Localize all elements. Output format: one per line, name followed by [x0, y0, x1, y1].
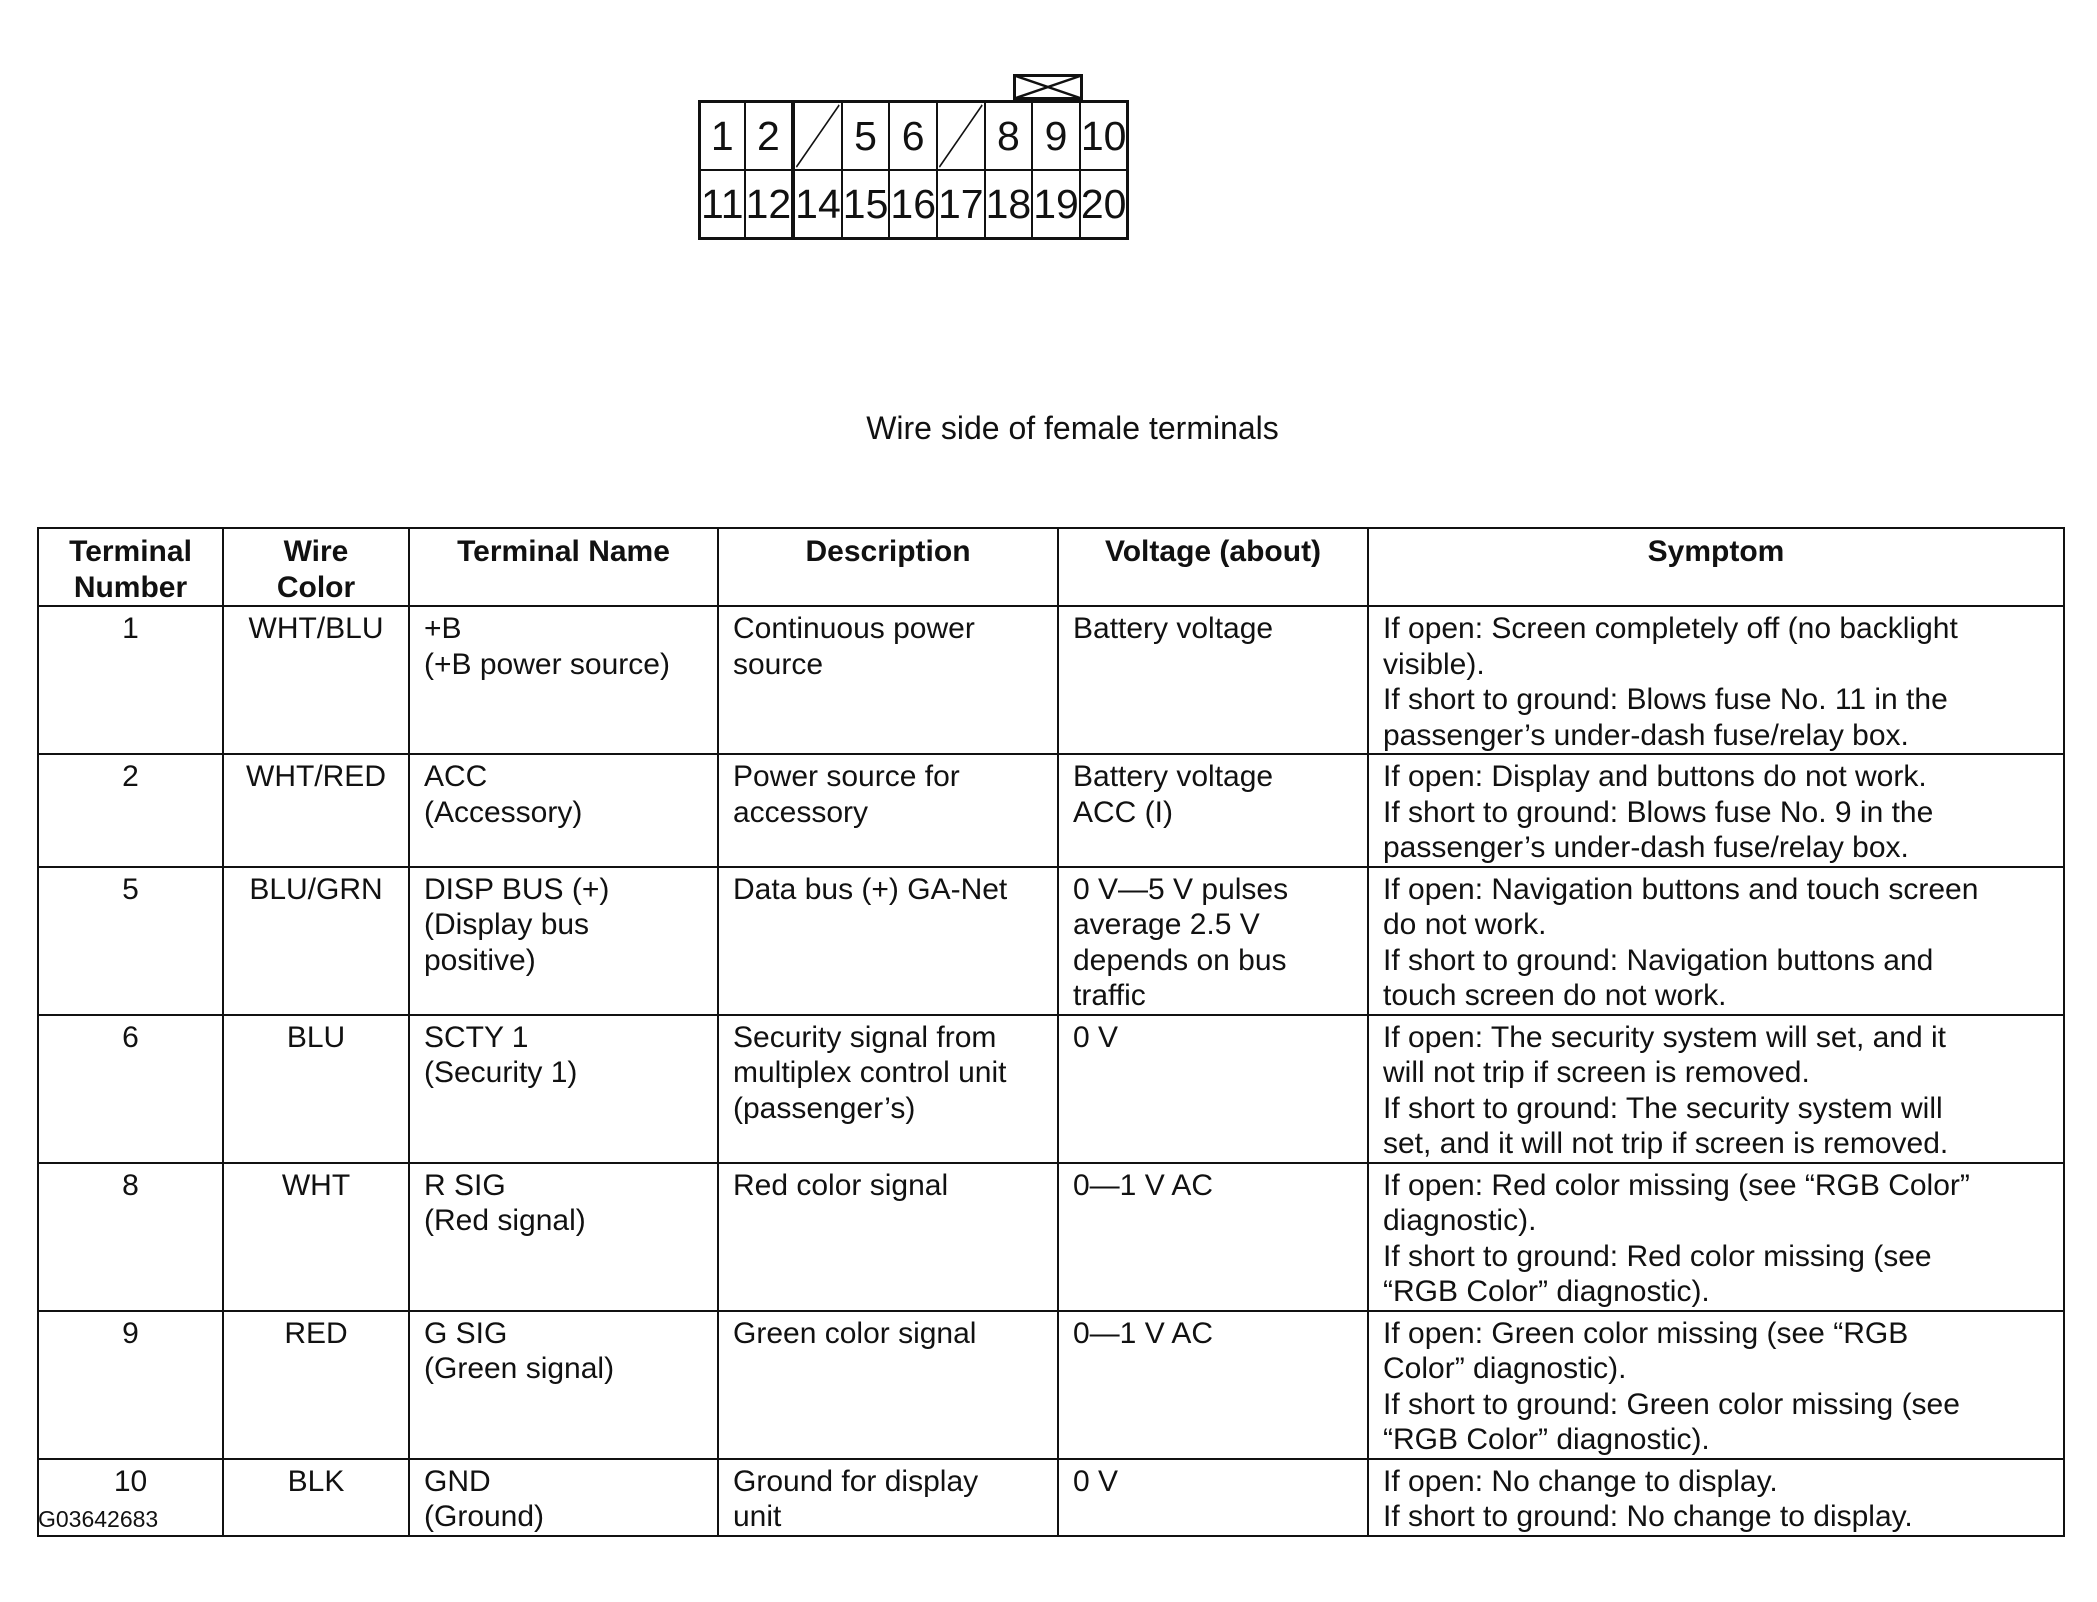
cell-terminal-name: GND (Ground): [409, 1459, 718, 1536]
cell-terminal-name: SCTY 1 (Security 1): [409, 1015, 718, 1163]
cell-symptom: If open: Display and buttons do not work. If short to ground: Blows fuse No. 9 in the passenger’s under-dash fuse/relay box.: [1368, 754, 2064, 867]
terminal-cell-10: 10: [1080, 102, 1128, 171]
cell-terminal-number: 10: [38, 1459, 223, 1536]
cell-wire-color: BLK: [223, 1459, 409, 1536]
terminal-cell-1: 1: [700, 102, 745, 171]
terminal-cell-19: 19: [1032, 170, 1080, 239]
terminal-cell-12: 12: [745, 170, 793, 239]
terminal-cell-15: 15: [842, 170, 890, 239]
table-row: [38, 1015, 2064, 1163]
cell-wire-color: WHT: [223, 1163, 409, 1311]
cell-wire-color: BLU/GRN: [223, 867, 409, 1015]
cell-terminal-name: G SIG (Green signal): [409, 1311, 718, 1459]
terminal-cell-14: 14: [794, 170, 842, 239]
cell-description: Security signal from multiplex control unit (passenger’s): [718, 1015, 1058, 1163]
terminal-cell-6: 6: [889, 102, 937, 171]
connector-caption: Wire side of female terminals: [866, 410, 1279, 446]
cell-terminal-name: DISP BUS (+) (Display bus positive): [409, 867, 718, 1015]
terminal-cell-11: 11: [700, 170, 745, 239]
terminal-table: [37, 527, 2065, 1537]
cell-description: Red color signal: [718, 1163, 1058, 1311]
cell-wire-color: BLU: [223, 1015, 409, 1163]
cell-voltage: 0 V: [1058, 1459, 1368, 1536]
terminal-cell-7-unused: [937, 102, 985, 171]
cell-description: Continuous power source: [718, 606, 1058, 754]
cell-wire-color: WHT/RED: [223, 754, 409, 867]
terminal-cell-17: 17: [937, 170, 985, 239]
terminal-cell-2: 2: [745, 102, 793, 171]
cell-terminal-number: 1: [38, 606, 223, 754]
cell-symptom: If open: Red color missing (see “RGB Color” diagnostic). If short to ground: Red color missing (see “RGB Color” diagnostic).: [1368, 1163, 2064, 1311]
cell-voltage: 0—1 V AC: [1058, 1163, 1368, 1311]
header-terminal-number: Terminal Number: [38, 528, 223, 606]
cell-description: Ground for display unit: [718, 1459, 1058, 1536]
header-wire-color: Wire Color: [223, 528, 409, 606]
cell-terminal-number: 5: [38, 867, 223, 1015]
cell-wire-color: WHT/BLU: [223, 606, 409, 754]
table-row: [38, 1459, 2064, 1536]
cell-terminal-number: 6: [38, 1015, 223, 1163]
connector-row-top: [700, 102, 1128, 171]
cell-voltage: Battery voltage: [1058, 606, 1368, 754]
cell-voltage: Battery voltage ACC (I): [1058, 754, 1368, 867]
cell-terminal-name: ACC (Accessory): [409, 754, 718, 867]
header-symptom: Symptom: [1368, 528, 2064, 606]
cell-voltage: 0 V: [1058, 1015, 1368, 1163]
cell-terminal-name: +B (+B power source): [409, 606, 718, 754]
cell-description: Data bus (+) GA-Net: [718, 867, 1058, 1015]
cell-terminal-name: R SIG (Red signal): [409, 1163, 718, 1311]
cell-terminal-number: 2: [38, 754, 223, 867]
table-row: [38, 606, 2064, 754]
cell-terminal-number: 9: [38, 1311, 223, 1459]
cell-symptom: If open: Screen completely off (no backlight visible). If short to ground: Blows fuse No. 11 in the passenger’s under-dash fuse/relay box.: [1368, 606, 2064, 754]
terminal-cell-20: 20: [1080, 170, 1128, 239]
table-header-row: [38, 528, 2064, 606]
terminal-cell-8: 8: [985, 102, 1033, 171]
cell-symptom: If open: No change to display. If short to ground: No change to display.: [1368, 1459, 2064, 1536]
terminal-cell-9: 9: [1032, 102, 1080, 171]
header-voltage: Voltage (about): [1058, 528, 1368, 606]
connector-row-bottom: [700, 170, 1128, 239]
cell-description: Green color signal: [718, 1311, 1058, 1459]
terminal-cell-16: 16: [889, 170, 937, 239]
table-row: [38, 1311, 2064, 1459]
figure-id: G03642683: [38, 1506, 159, 1532]
connector-latch-icon: [1013, 74, 1083, 100]
header-description: Description: [718, 528, 1058, 606]
terminal-cell-4-unused: [794, 102, 842, 171]
table-row: [38, 867, 2064, 1015]
cell-symptom: If open: The security system will set, and it will not trip if screen is removed. If short to ground: The security system will set, and it will not trip if screen is removed.: [1368, 1015, 2064, 1163]
terminal-cell-5: 5: [842, 102, 890, 171]
table-row: [38, 1163, 2064, 1311]
connector-grid: [698, 100, 1129, 240]
cell-symptom: If open: Navigation buttons and touch screen do not work. If short to ground: Navigation buttons and touch screen do not work.: [1368, 867, 2064, 1015]
cell-voltage: 0 V—5 V pulses average 2.5 V depends on bus traffic: [1058, 867, 1368, 1015]
cell-description: Power source for accessory: [718, 754, 1058, 867]
cell-wire-color: RED: [223, 1311, 409, 1459]
cell-symptom: If open: Green color missing (see “RGB Color” diagnostic). If short to ground: Green color missing (see “RGB Color” diagnostic).: [1368, 1311, 2064, 1459]
header-terminal-name: Terminal Name: [409, 528, 718, 606]
terminal-cell-18: 18: [985, 170, 1033, 239]
cell-voltage: 0—1 V AC: [1058, 1311, 1368, 1459]
cell-terminal-number: 8: [38, 1163, 223, 1311]
table-row: [38, 754, 2064, 867]
